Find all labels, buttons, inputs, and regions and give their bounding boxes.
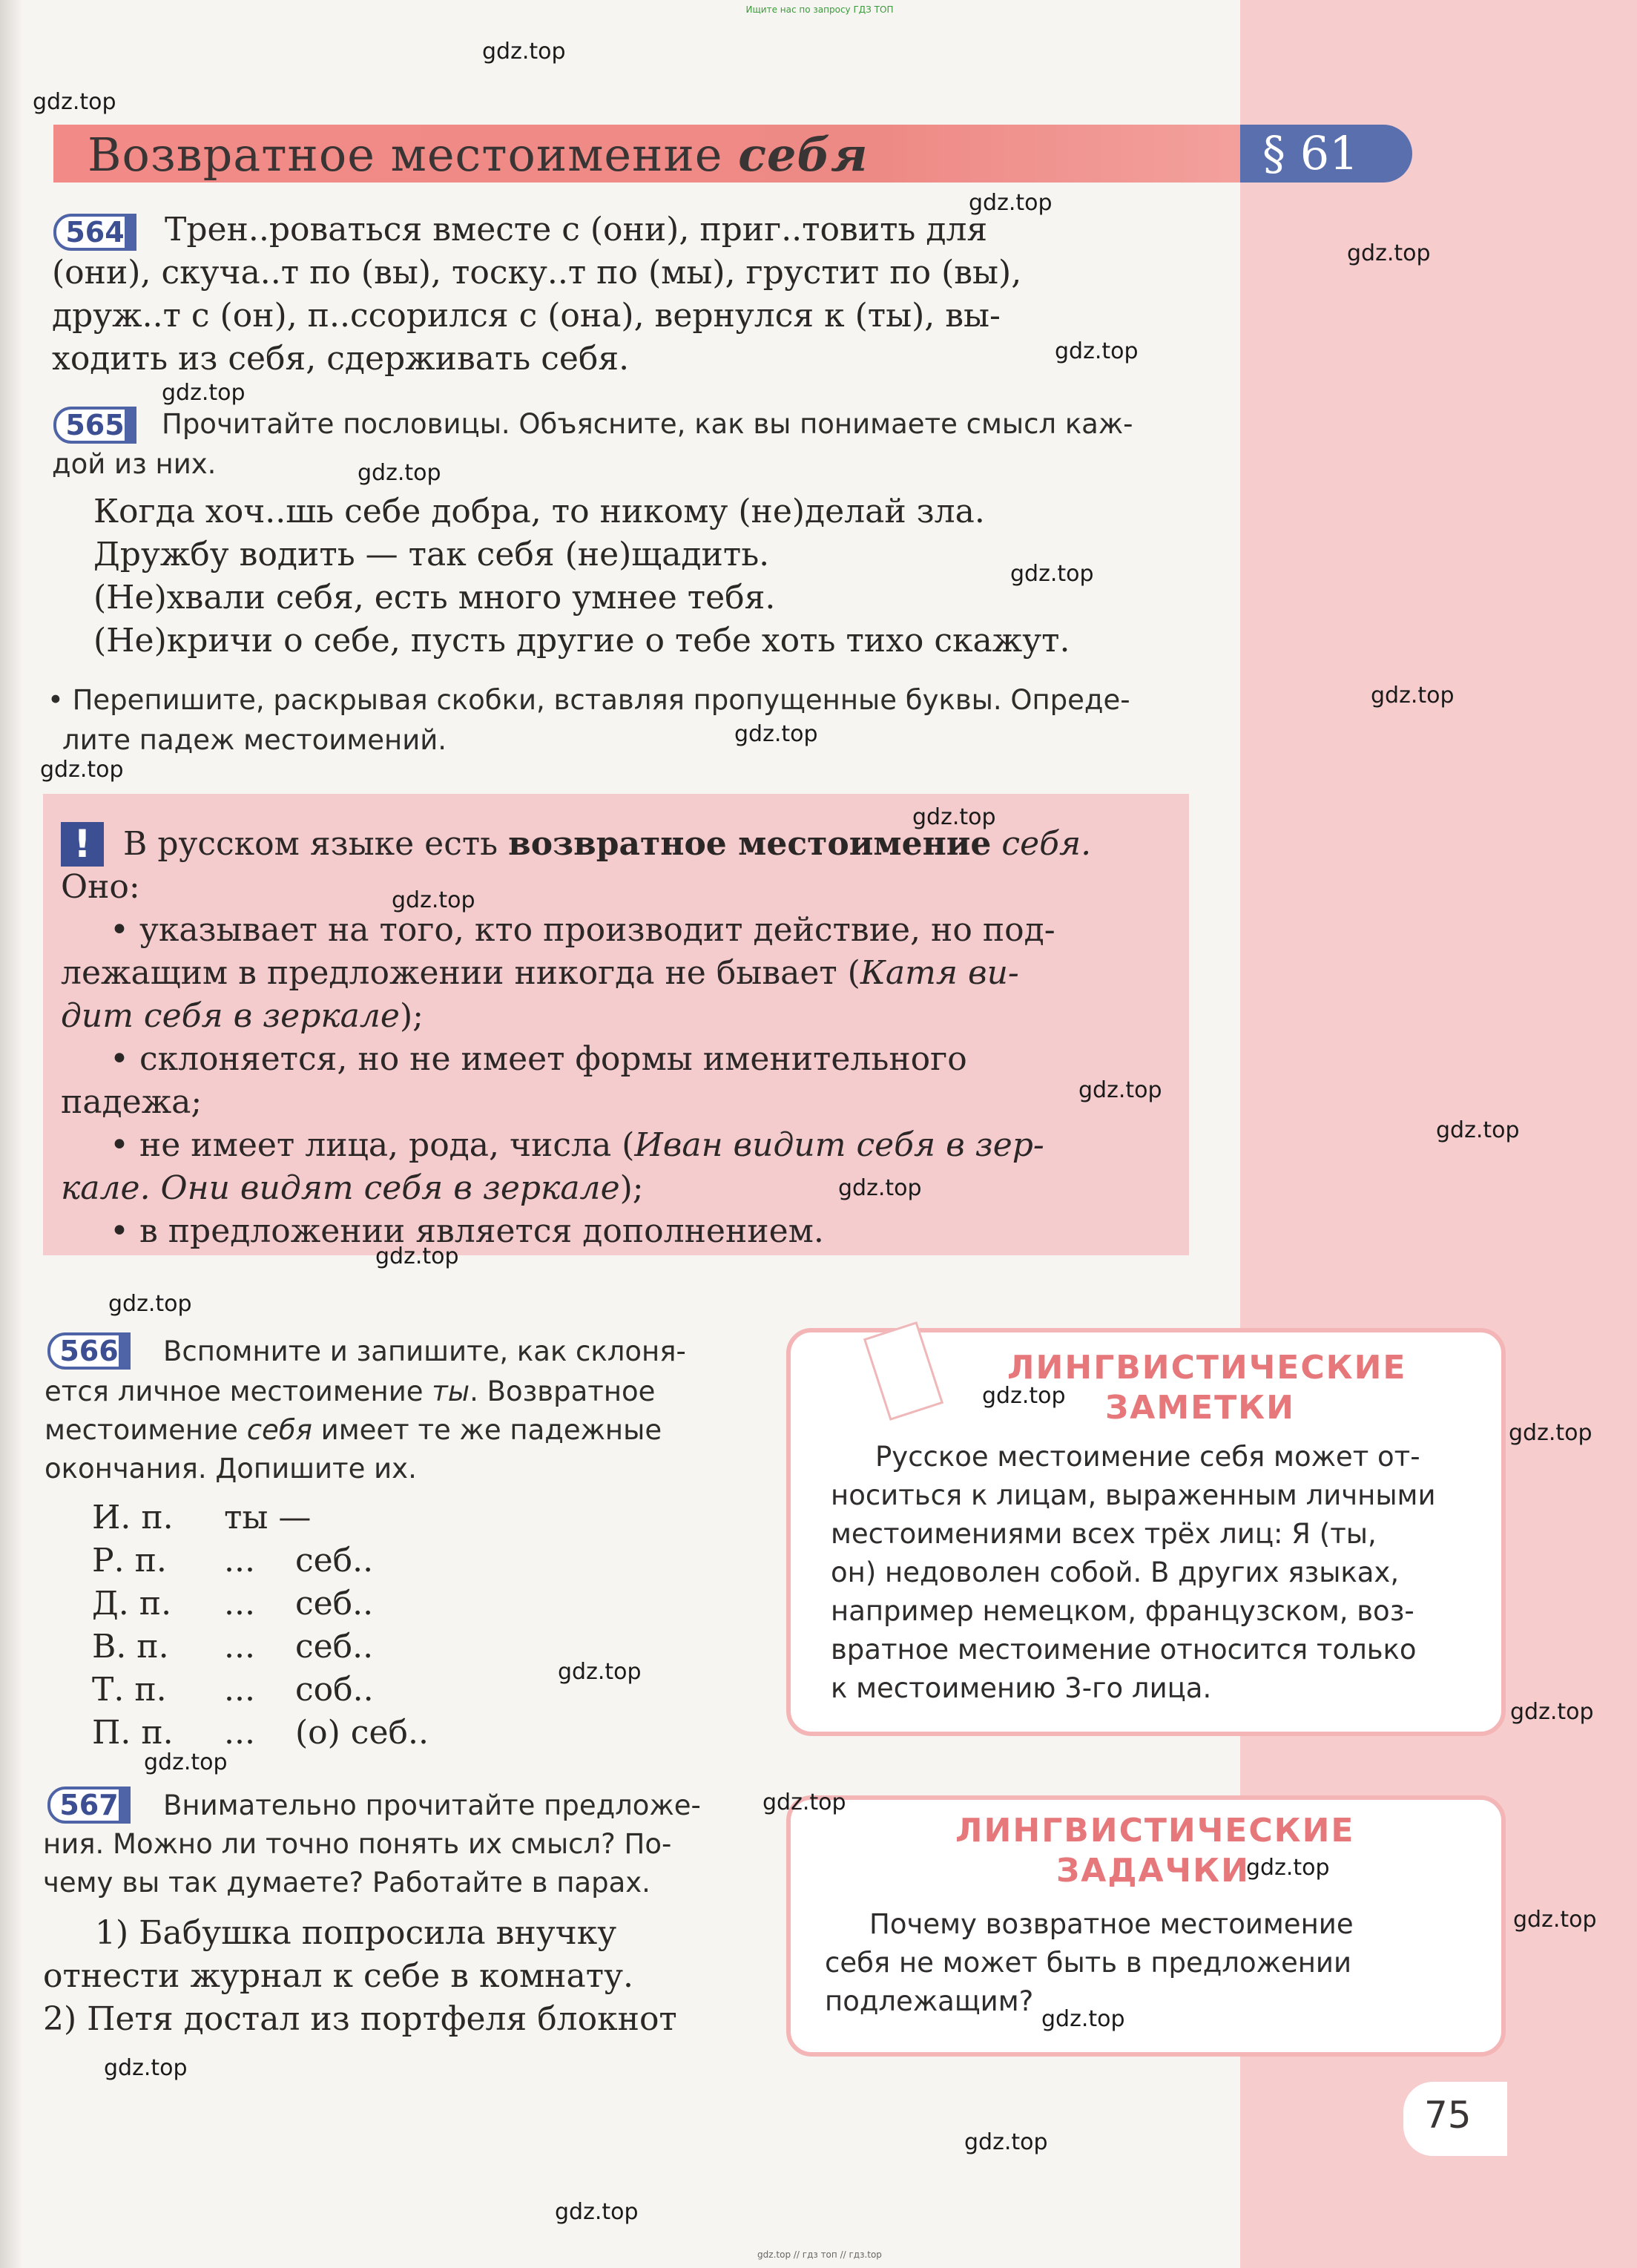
tasks-line-3: подлежащим?: [825, 1985, 1034, 2017]
rule-line-8: кале. Они видят себя в зеркале);: [61, 1169, 644, 1207]
ex565-instruction-1: Прочитайте пословицы. Объясните, как вы понимаете смысл каж-: [162, 408, 1133, 440]
rule-line-6: падежа;: [61, 1083, 202, 1121]
ex565-task-1: • Перепишите, раскрывая скобки, вставляя пропущенные буквы. Опреде-: [47, 684, 1130, 716]
ex564-line-1: Трен..роваться вместе с (они), приг..товить для: [165, 211, 988, 249]
rule-line-2: • указывает на того, кто производит действие, но под-: [110, 911, 1055, 949]
notes-line-5: например немецком, французском, воз-: [831, 1595, 1414, 1627]
case-form: себ..: [295, 1585, 374, 1623]
watermark: gdz.top: [1513, 1907, 1597, 1933]
watermark: gdz.top: [734, 721, 818, 747]
case-name: Р. п.: [92, 1542, 167, 1580]
word-sebya: себя: [246, 1414, 312, 1446]
ex565-task-2: лите падеж местоимений.: [62, 724, 447, 756]
exercise-565-number: 565: [53, 407, 136, 444]
notes-line-3: местоимениями всех трёх лиц: Я (ты,: [831, 1518, 1377, 1550]
rule-intro-a: В русском языке есть: [123, 825, 498, 863]
watermark: gdz.top: [1246, 1855, 1330, 1881]
rule-intro: [123, 825, 1091, 863]
page-binding-shadow: [0, 0, 22, 2268]
watermark: gdz.top: [162, 380, 246, 406]
watermark: gdz.top: [964, 2129, 1048, 2155]
watermark: gdz.top: [558, 1659, 642, 1685]
notes-title-2: ЗАМЕТКИ: [1105, 1389, 1295, 1427]
watermark: gdz.top: [1010, 561, 1094, 587]
ex564-line-4: ходить из себя, сдерживать себя.: [52, 340, 630, 378]
ex567-sentence-2: отнести журнал к себе в комнату.: [43, 1957, 633, 1995]
notes-title-1: ЛИНГВИСТИЧЕСКИЕ: [1007, 1349, 1407, 1387]
rule-line-9: • в предложении является дополнением.: [110, 1212, 824, 1250]
case-dots: ...: [224, 1585, 255, 1623]
case-name: П. п.: [92, 1714, 174, 1752]
watermark: gdz.top: [1371, 683, 1455, 709]
case-name: И. п.: [92, 1499, 174, 1536]
watermark: gdz.top: [1347, 240, 1431, 266]
section-badge: § 61: [1240, 125, 1412, 183]
watermark: gdz.top: [33, 89, 116, 115]
ex567-instruction-2: ния. Можно ли точно понять их смысл? По-: [43, 1828, 672, 1860]
watermark: gdz.top: [108, 1291, 192, 1317]
notes-line-2: носиться к лицам, выраженным личными: [831, 1479, 1436, 1511]
watermark: gdz.top: [392, 887, 475, 913]
rule-example-1: Катя ви-: [860, 954, 1019, 992]
exercise-566-number: 566: [47, 1332, 131, 1370]
ex567-instruction-1: Внимательно прочитайте предложе-: [163, 1789, 701, 1821]
proverb-4: (Не)кричи о себе, пусть другие о тебе хоть тихо скажут.: [93, 622, 1070, 660]
case-name: Т. п.: [92, 1671, 167, 1709]
bottom-links[interactable]: gdz.top // гдз топ // гдз.top: [757, 2249, 882, 2260]
watermark: gdz.top: [1055, 338, 1139, 364]
watermark: gdz.top: [375, 1243, 459, 1269]
watermark: gdz.top: [1078, 1077, 1162, 1103]
ex566-instruction-2: ется личное местоимение ты. Возвратное: [45, 1375, 656, 1407]
exercise-567-number: 567: [47, 1787, 131, 1824]
watermark: gdz.top: [482, 39, 566, 65]
tasks-title-2: ЗАДАЧКИ: [1056, 1852, 1250, 1890]
rule-line-1: Оно:: [61, 868, 140, 906]
notes-line-6: вратное местоимение относится только: [831, 1634, 1417, 1666]
attention-icon: !: [61, 822, 104, 867]
rule-example-2: Иван видит себя в зер-: [634, 1126, 1044, 1164]
watermark: gdz.top: [144, 1749, 228, 1775]
page-number: 75: [1424, 2094, 1472, 2137]
ex565-instruction-2: дой из них.: [52, 448, 217, 480]
case-form: соб..: [295, 1671, 374, 1709]
proverb-2: Дружбу водить — так себя (не)щадить.: [93, 536, 770, 573]
case-dots: ...: [224, 1671, 255, 1709]
ex566-instruction-3: местоимение себя имеет те же падежные: [45, 1414, 662, 1446]
notes-line-1: Русское местоимение себя может от-: [875, 1441, 1420, 1473]
rule-line-4: дит себя в зеркале);: [61, 997, 424, 1035]
title-main: Возвратное местоимение: [88, 128, 723, 182]
watermark: gdz.top: [358, 460, 441, 486]
case-dots: ...: [224, 1628, 255, 1666]
watermark: gdz.top: [1436, 1117, 1520, 1143]
rule-intro-word: себя.: [1001, 825, 1092, 863]
tasks-line-2: себя не может быть в предложении: [825, 1947, 1352, 1979]
exercise-564-number: 564: [53, 214, 136, 251]
case-dots: ...: [224, 1714, 255, 1752]
rule-intro-term: возвратное местоимение: [508, 825, 992, 863]
ex564-line-2: (они), скуча..т по (вы), тоску..т по (мы), грустит по (вы),: [52, 254, 1022, 292]
watermark: gdz.top: [1509, 1420, 1592, 1446]
case-dots: ...: [224, 1542, 255, 1580]
case-name: В. п.: [92, 1628, 169, 1666]
rule-line-5: • склоняется, но не имеет формы именительного: [110, 1040, 967, 1078]
notes-line-7: к местоимению 3-го лица.: [831, 1672, 1212, 1704]
page-title: [88, 128, 869, 182]
tasks-line-1: Почему возвратное местоимение: [869, 1908, 1354, 1940]
watermark: gdz.top: [762, 1789, 846, 1815]
rule-line-7: • не имеет лица, рода, числа (Иван видит себя в зер-: [110, 1126, 1044, 1164]
title-emphasis: себя: [738, 128, 869, 182]
word-ty: ты: [432, 1375, 470, 1407]
watermark: gdz.top: [40, 757, 124, 783]
ex567-instruction-3: чему вы так думаете? Работайте в парах.: [43, 1867, 650, 1899]
watermark: gdz.top: [982, 1383, 1066, 1409]
watermark: gdz.top: [969, 190, 1053, 216]
ex567-sentence-1: 1) Бабушка попросила внучку: [95, 1914, 617, 1952]
top-search-link[interactable]: Ищите нас по запросу ГДЗ ТОП: [745, 4, 894, 15]
notes-line-4: он) недоволен собой. В других языках,: [831, 1557, 1400, 1588]
ex564-line-3: друж..т с (он), п..ссорился с (она), вернулся к (ты), вы-: [52, 297, 1001, 335]
case-form: себ..: [295, 1628, 374, 1666]
case-form: (о) себ..: [295, 1714, 429, 1752]
rule-line-3: лежащим в предложении никогда не бывает (Катя ви-: [61, 954, 1019, 992]
watermark: gdz.top: [912, 804, 996, 830]
ex566-instruction-1: Вспомните и запишите, как склоня-: [163, 1335, 686, 1367]
tasks-title-1: ЛИНГВИСТИЧЕСКИЕ: [955, 1812, 1355, 1850]
watermark: gdz.top: [1510, 1699, 1594, 1725]
proverb-1: Когда хоч..шь себе добра, то никому (не)делай зла.: [93, 493, 985, 530]
watermark: gdz.top: [838, 1175, 922, 1201]
watermark: gdz.top: [1041, 2006, 1125, 2032]
case-name: Д. п.: [92, 1585, 172, 1623]
case-form: ты —: [224, 1499, 312, 1536]
ex566-instruction-4: окончания. Допишите их.: [45, 1453, 417, 1485]
case-form: себ..: [295, 1542, 374, 1580]
ex567-sentence-3: 2) Петя достал из портфеля блокнот: [43, 2000, 677, 2038]
watermark: gdz.top: [555, 2199, 639, 2225]
proverb-3: (Не)хвали себя, есть много умнее тебя.: [93, 579, 776, 617]
watermark: gdz.top: [104, 2055, 188, 2081]
